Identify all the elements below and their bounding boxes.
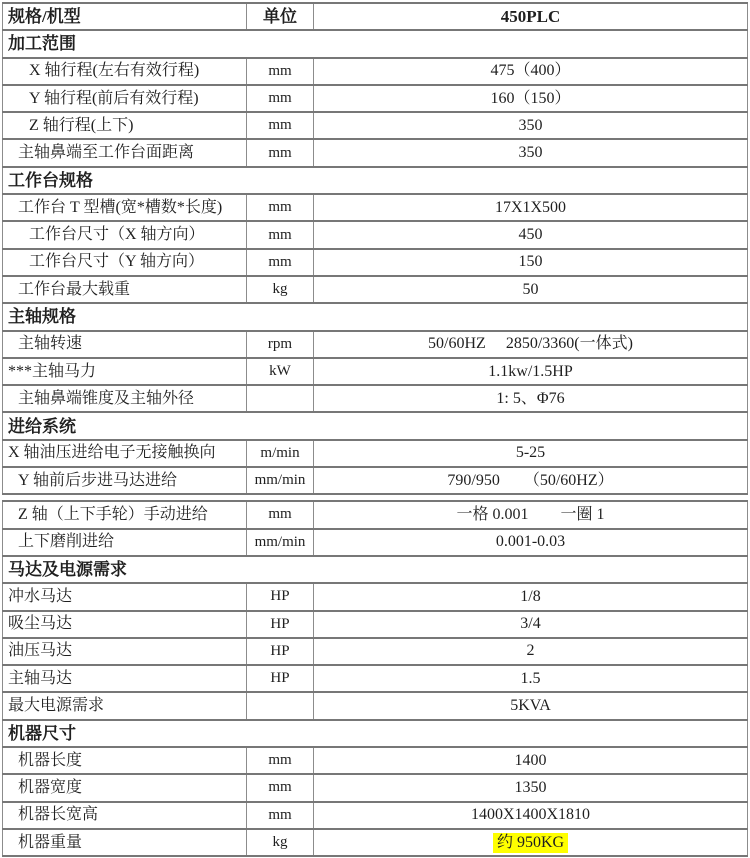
spec-value: 50: [314, 277, 748, 302]
unit-value: HP: [247, 612, 314, 637]
spec-label: ***主轴马力: [2, 359, 247, 384]
spec-value: [314, 830, 748, 855]
spec-value: 2: [314, 639, 748, 664]
table-row: [2, 59, 748, 86]
section-row: [2, 557, 748, 584]
spec-label: 机器宽度: [2, 775, 247, 800]
spec-label: 上下磨削进给: [2, 530, 247, 555]
spec-value: 790/950 （50/60HZ）: [314, 468, 748, 493]
table-row: [2, 277, 748, 304]
table-row: [2, 502, 748, 529]
spec-value: 350: [314, 140, 748, 165]
spec-value: 1400: [314, 748, 748, 773]
table-row: [2, 775, 748, 802]
spec-label: 油压马达: [2, 639, 247, 664]
table-row: [2, 140, 748, 167]
table-row: [2, 386, 748, 413]
section-title: 马达及电源需求: [2, 557, 748, 582]
header-unit-label: 单位: [247, 4, 314, 29]
table-row: [2, 803, 748, 830]
spec-value: 475（400）: [314, 59, 748, 84]
highlighted-value: 约 950KG: [493, 833, 568, 853]
table-fragment: [2, 2, 748, 495]
table-row: [2, 830, 748, 857]
table-row: [2, 195, 748, 222]
spec-value: 17X1X500: [314, 195, 748, 220]
section-title: 机器尺寸: [2, 721, 748, 746]
spec-label: Z 轴行程(上下): [2, 113, 247, 138]
unit-value: mm/min: [247, 530, 314, 555]
section-title: 进给系统: [2, 413, 748, 438]
unit-value: HP: [247, 584, 314, 609]
unit-value: mm: [247, 59, 314, 84]
table-row: [2, 113, 748, 140]
spec-label: Y 轴前后步进马达进给: [2, 468, 247, 493]
spec-value: 150: [314, 250, 748, 275]
unit-value: mm: [247, 502, 314, 527]
spec-label: 主轴鼻端锥度及主轴外径: [2, 386, 247, 411]
section-title: 加工范围: [2, 31, 748, 56]
table-row: [2, 639, 748, 666]
section-row: [2, 168, 748, 195]
spec-label: Z 轴（上下手轮）手动进给: [2, 502, 247, 527]
table-fragment: [2, 500, 748, 857]
unit-value: mm: [247, 113, 314, 138]
table-header-row: [2, 4, 748, 31]
unit-value: [247, 693, 314, 718]
unit-value: rpm: [247, 332, 314, 357]
spec-label: 主轴鼻端至工作台面距离: [2, 140, 247, 165]
unit-value: kW: [247, 359, 314, 384]
unit-value: m/min: [247, 441, 314, 466]
spec-label: 最大电源需求: [2, 693, 247, 718]
spec-value: 5KVA: [314, 693, 748, 718]
unit-value: HP: [247, 639, 314, 664]
spec-value: 1.1kw/1.5HP: [314, 359, 748, 384]
unit-value: mm: [247, 86, 314, 111]
unit-value: mm: [247, 222, 314, 247]
spec-label: 工作台 T 型槽(宽*槽数*长度): [2, 195, 247, 220]
spec-value: 350: [314, 113, 748, 138]
table-row: [2, 612, 748, 639]
spec-label: 主轴马达: [2, 666, 247, 691]
spec-label: 主轴转速: [2, 332, 247, 357]
spec-value: 160（150）: [314, 86, 748, 111]
spec-value: 1400X1400X1810: [314, 803, 748, 828]
spec-label: 机器重量: [2, 830, 247, 855]
unit-value: [247, 386, 314, 411]
table-row: [2, 468, 748, 495]
spec-value: 3/4: [314, 612, 748, 637]
unit-value: mm: [247, 195, 314, 220]
table-row: [2, 666, 748, 693]
table-row: [2, 359, 748, 386]
spec-label: 吸尘马达: [2, 612, 247, 637]
unit-value: mm/min: [247, 468, 314, 493]
spec-value: 5-25: [314, 441, 748, 466]
header-spec-label: 规格/机型: [2, 4, 247, 29]
table-row: [2, 693, 748, 720]
spec-value: 1: 5、Φ76: [314, 386, 748, 411]
table-row: [2, 86, 748, 113]
unit-value: mm: [247, 803, 314, 828]
unit-value: kg: [247, 277, 314, 302]
section-row: [2, 721, 748, 748]
spec-label: 冲水马达: [2, 584, 247, 609]
table-row: [2, 441, 748, 468]
spec-value: 450: [314, 222, 748, 247]
table-row: [2, 748, 748, 775]
table-row: [2, 332, 748, 359]
section-row: [2, 31, 748, 58]
spec-label: 机器长宽高: [2, 803, 247, 828]
table-row: [2, 222, 748, 249]
spec-value: 一格 0.001 一圈 1: [314, 502, 748, 527]
spec-value: 1350: [314, 775, 748, 800]
unit-value: HP: [247, 666, 314, 691]
spec-label: X 轴油压进给电子无接触换向: [2, 441, 247, 466]
section-row: [2, 304, 748, 331]
spec-label: X 轴行程(左右有效行程): [2, 59, 247, 84]
spec-label: 机器长度: [2, 748, 247, 773]
spec-value: 0.001-0.03: [314, 530, 748, 555]
section-row: [2, 413, 748, 440]
unit-value: mm: [247, 140, 314, 165]
spec-label: 工作台尺寸（X 轴方向）: [2, 222, 247, 247]
spec-value: 50/60HZ 2850/3360(一体式): [314, 332, 748, 357]
section-title: 主轴规格: [2, 304, 748, 329]
spec-label: 工作台尺寸（Y 轴方向）: [2, 250, 247, 275]
unit-value: mm: [247, 748, 314, 773]
unit-value: mm: [247, 250, 314, 275]
spec-value: 1.5: [314, 666, 748, 691]
unit-value: kg: [247, 830, 314, 855]
spec-label: Y 轴行程(前后有效行程): [2, 86, 247, 111]
spec-label: 工作台最大载重: [2, 277, 247, 302]
header-model-label: 450PLC: [314, 4, 748, 29]
spec-table: [2, 2, 748, 857]
table-row: [2, 530, 748, 557]
unit-value: mm: [247, 775, 314, 800]
spec-value: 1/8: [314, 584, 748, 609]
table-row: [2, 250, 748, 277]
table-row: [2, 584, 748, 611]
section-title: 工作台规格: [2, 168, 748, 193]
